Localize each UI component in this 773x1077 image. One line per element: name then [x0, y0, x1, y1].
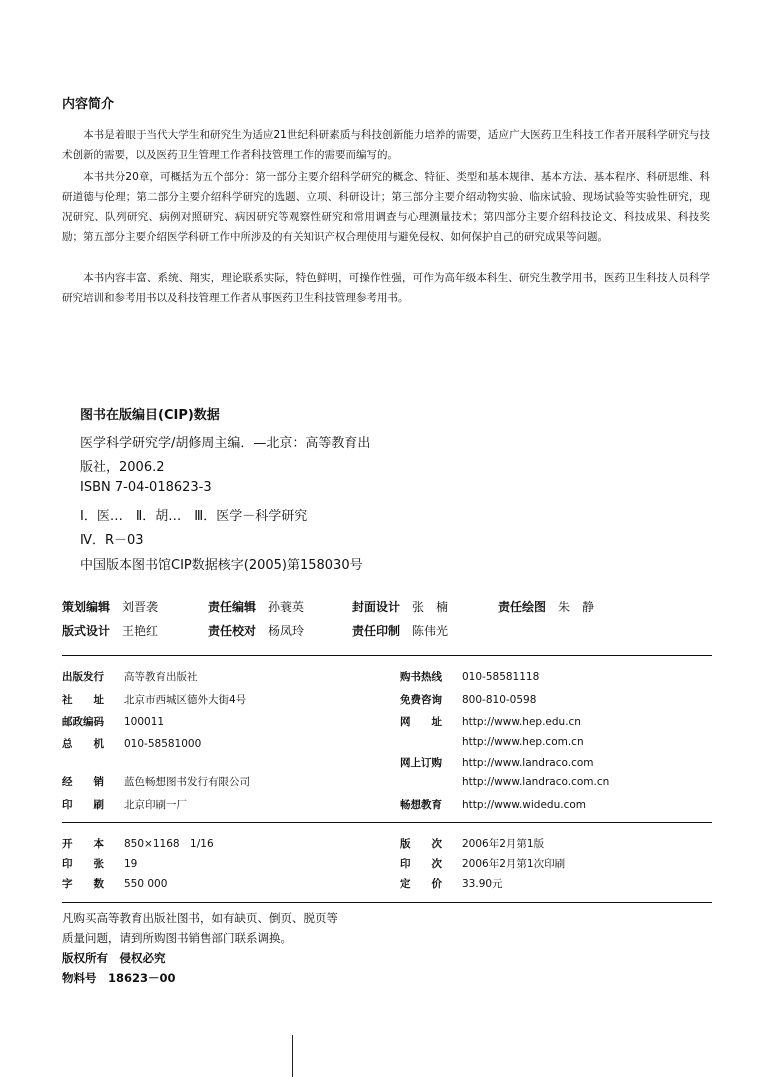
cip-isbn: ISBN 7-04-018623-3 — [80, 480, 212, 495]
info-free-consult: 免费咨询 800-810-0598 — [400, 694, 537, 706]
info-online-order: 网上订购 http://www.landraco.com — [400, 757, 594, 769]
intro-paragraph-3: 本书内容丰富、系统、翔实，理论联系实际，特色鲜明，可操作性强，可作为高年级本科生、研究生教学用书，医药卫生科技人员科学研究培训和参考用书以及科技管理工作者从事医药卫生科技管理参考用书。 — [62, 272, 710, 304]
info-switchboard: 总 机 010-58581000 — [62, 738, 202, 750]
info-postcode: 邮政编码 100011 — [62, 716, 165, 728]
divider-bottom — [62, 902, 712, 903]
cip-line-6: 中国版本图书馆CIP数据核字(2005)第158030号 — [80, 558, 363, 573]
spec-format: 开 本 850×1168 1/16 — [62, 838, 214, 850]
cip-line-4: Ⅰ．医… Ⅱ．胡… Ⅲ．医学－科学研究 — [80, 509, 308, 524]
staff-print-supervisor: 责任印制 陈伟光 — [352, 624, 449, 638]
cip-line-5: Ⅳ．R－03 — [80, 533, 144, 548]
staff-illustration: 责任绘图 朱 静 — [498, 600, 595, 614]
info-widedu: 畅想教育 http://www.widedu.com — [400, 799, 587, 811]
divider-middle — [62, 822, 712, 823]
gutter-line — [292, 1035, 293, 1077]
divider-top — [62, 655, 712, 656]
intro-title: 内容简介 — [62, 97, 115, 112]
info-address: 社 址 北京市西城区德外大街4号 — [62, 694, 247, 706]
staff-proofreader: 责任校对 杨凤玲 — [208, 624, 305, 638]
spec-word-count: 字 数 550 000 — [62, 878, 168, 890]
spec-edition: 版 次 2006年2月第1版 — [400, 838, 545, 850]
cip-title: 图书在版编目(CIP)数据 — [80, 408, 220, 423]
spec-printing: 印 次 2006年2月第1次印刷 — [400, 858, 566, 870]
spec-sheets: 印 张 19 — [62, 858, 138, 870]
intro-paragraph-1: 本书是着眼于当代大学生和研究生为适应21世纪科研素质与科技创新能力培养的需要，适应广大医药卫生科技工作者开展科学研究与技术创新的需要，以及医药卫生管理工作者科技管理工作的需要而编写的。 — [62, 129, 710, 161]
cip-line-1: 医学科学研究学/胡修周主编．—北京：高等教育出 — [80, 436, 371, 451]
info-printer: 印 刷 北京印刷一厂 — [62, 799, 187, 811]
info-online-order-2: http://www.landraco.com.cn — [462, 776, 610, 788]
material-number: 物料号 18623－00 — [62, 971, 176, 985]
notice-line-2: 质量问题，请到所购图书销售部门联系调换。 — [62, 931, 292, 945]
staff-layout-design: 版式设计 王艳红 — [62, 624, 159, 638]
staff-responsible-editor: 责任编辑 孙蓑英 — [208, 600, 305, 614]
notice-line-1: 凡购买高等教育出版社图书，如有缺页、倒页、脱页等 — [62, 911, 338, 925]
staff-planning-editor: 策划编辑 刘晋袭 — [62, 600, 159, 614]
info-publisher: 出版发行 高等教育出版社 — [62, 671, 198, 683]
staff-cover-design: 封面设计 张 楠 — [352, 600, 449, 614]
copyright-notice: 版权所有 侵权必究 — [62, 951, 166, 965]
intro-paragraph-2: 本书共分20章，可概括为五个部分：第一部分主要介绍科学研究的概念、特征、类型和基本规律、基本方法、基本程序、科研思维、科研道德与伦理；第二部分主要介绍科学研究的选题、立项、科研设计；第三部分主要介绍动物实验、临床试验、现场试验等实验性研究，现况研究、队列研究、病例对照研究、病因研究等观察性研究和常用调查与心理测量技术；第四部分主要介绍科技论文、科技成果、科技奖励；第五部分主要介绍医学科研工作中所涉及的有关知识产权合理使用与避免侵权、如何保护自己的研究成果等问题。 — [62, 171, 710, 243]
info-hotline: 购书热线 010-58581118 — [400, 671, 540, 683]
cip-line-2: 版社，2006.2 — [80, 460, 165, 475]
info-website: 网 址 http://www.hep.edu.cn — [400, 716, 581, 728]
info-distributor: 经 销 蓝色畅想图书发行有限公司 — [62, 776, 250, 788]
spec-price: 定 价 33.90元 — [400, 878, 503, 890]
info-website-2: http://www.hep.com.cn — [462, 736, 584, 748]
